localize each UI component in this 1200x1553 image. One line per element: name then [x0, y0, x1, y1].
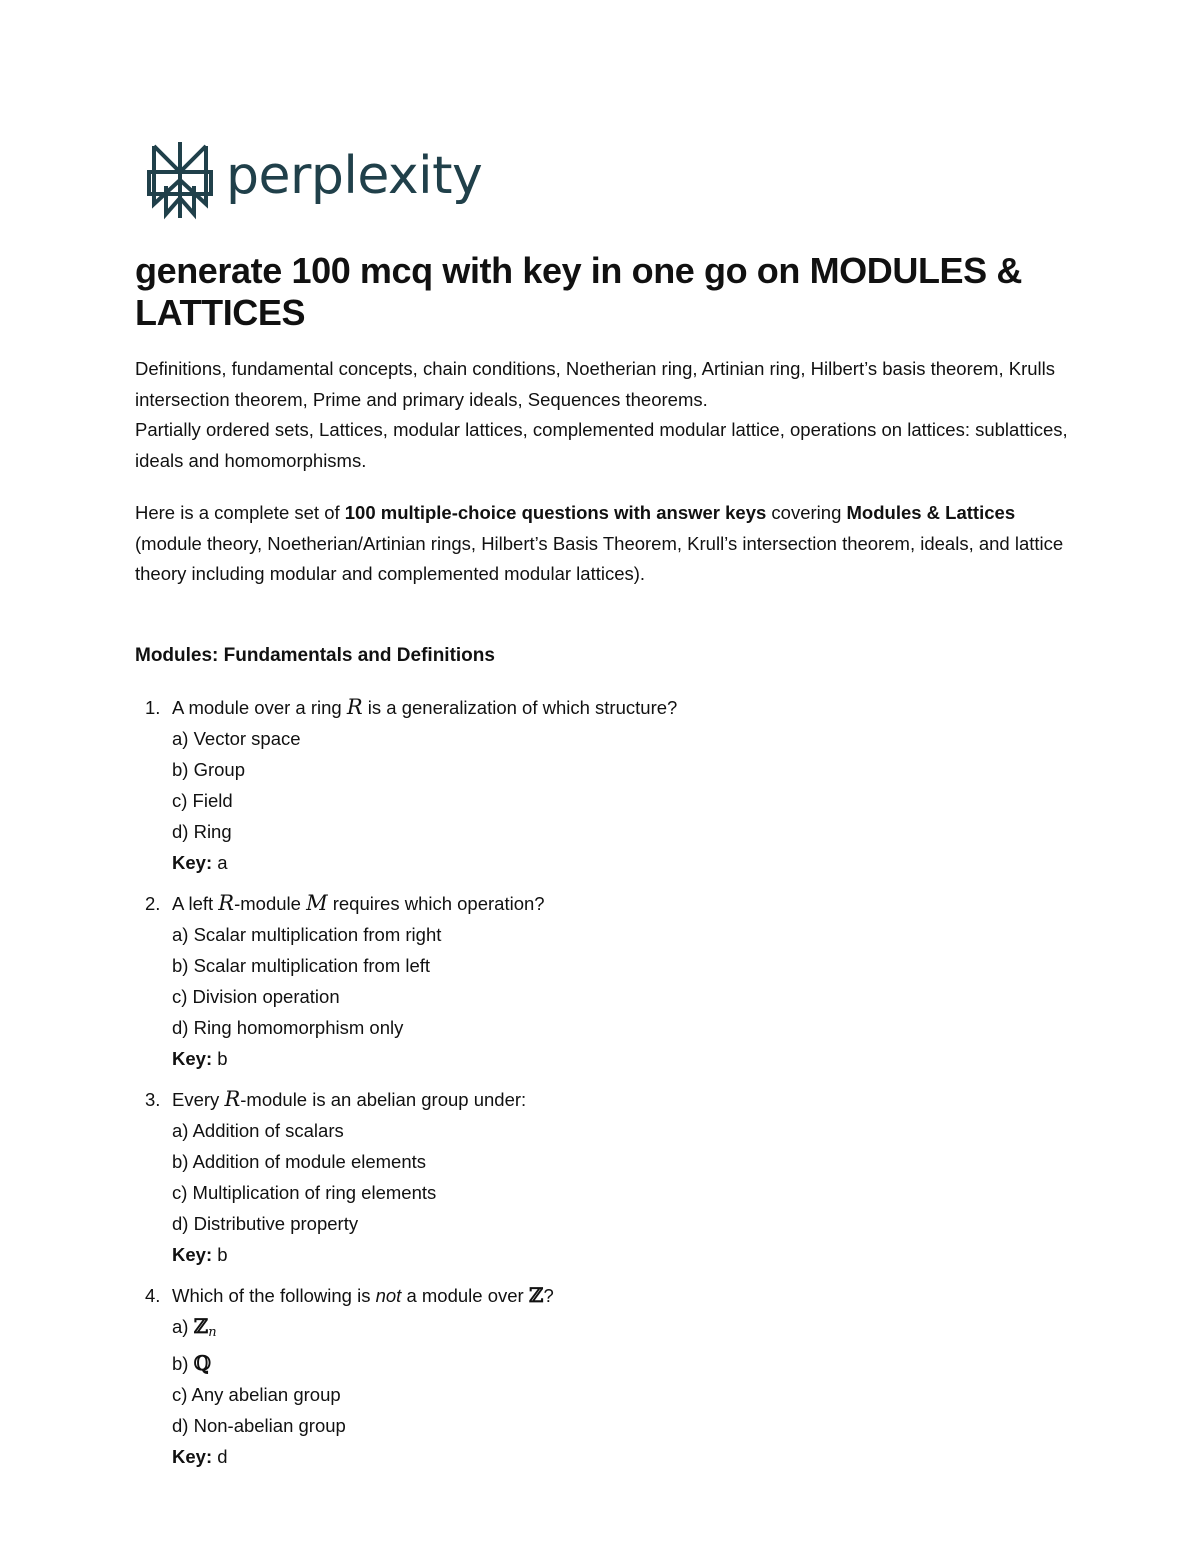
summary-text: Here is a complete set of — [135, 502, 345, 523]
option-d: d) Ring — [172, 821, 232, 842]
question-text: A left R-module M requires which operation? — [172, 891, 545, 915]
question-item — [0, 1280, 1200, 1472]
option-a: a) Addition of scalars — [172, 1120, 344, 1141]
question-item — [0, 1084, 1200, 1270]
page-title: generate 100 mcq with key in one go on MODULES & LATTICES — [135, 250, 1022, 333]
answer-key: Key: d — [172, 1446, 228, 1467]
summary-bold-count: 100 multiple-choice questions with answer keys — [344, 502, 767, 523]
question-item — [0, 888, 1200, 1074]
answer-key: Key: b — [172, 1244, 228, 1265]
section-heading: Modules: Fundamentals and Definitions — [135, 645, 495, 666]
option-a: a) Scalar multiplication from right — [172, 924, 442, 945]
perplexity-logo-icon — [146, 140, 214, 220]
summary-text: (module theory, Noetherian/Artinian rings, Hilbert’s Basis Theorem, Krull’s intersection theorem, ideals, and lattice theory including modular and complemented modular lattices). — [135, 532, 1064, 584]
question-list — [0, 692, 1200, 1482]
option-c: c) Multiplication of ring elements — [172, 1182, 437, 1203]
option-c: c) Field — [172, 790, 233, 811]
brand-logo — [146, 140, 482, 220]
option-c: c) Division operation — [172, 986, 340, 1007]
option-b: b) Addition of module elements — [172, 1151, 427, 1172]
summary-paragraph — [135, 498, 1085, 590]
question-text: Which of the following is not a module over ℤ? — [172, 1283, 554, 1307]
question-item — [0, 692, 1200, 878]
question-text: Every R-module is an abelian group under: — [172, 1087, 527, 1111]
option-a: a) ℤ$_n$ — [172, 1314, 217, 1340]
summary-bold-topic: Modules & Lattices — [846, 502, 1016, 523]
option-d: d) Distributive property — [172, 1213, 359, 1234]
question-number: 3. — [145, 1089, 161, 1110]
question-number: 2. — [145, 893, 161, 914]
question-number: 4. — [145, 1285, 161, 1306]
option-d: d) Ring homomorphism only — [172, 1017, 404, 1038]
summary-text: covering — [766, 502, 847, 523]
option-a: a) Vector space — [172, 728, 301, 749]
option-b: b) ℚ — [172, 1351, 212, 1375]
question-text: A module over a ring R is a generalization of which structure? — [172, 695, 678, 719]
option-b: b) Scalar multiplication from left — [172, 955, 431, 976]
intro-line-1: Definitions, fundamental concepts, chain conditions, Noetherian ring, Artinian ring, Hilbert’s basis theorem, Krulls intersection theorem, Prime and primary ideals, Sequences theorems. — [135, 358, 1055, 410]
option-d: d) Non-abelian group — [172, 1415, 346, 1436]
brand-wordmark: perplexity — [226, 146, 483, 206]
intro-line-2: Partially ordered sets, Lattices, modular lattices, complemented modular lattice, operations on lattices: sublattices, ideals and homomorphisms. — [135, 419, 1068, 471]
answer-key: Key: a — [172, 852, 228, 873]
question-number: 1. — [145, 697, 161, 718]
answer-key: Key: b — [172, 1048, 228, 1069]
intro-paragraph — [135, 354, 1085, 476]
option-c: c) Any abelian group — [172, 1384, 341, 1405]
option-b: b) Group — [172, 759, 246, 780]
